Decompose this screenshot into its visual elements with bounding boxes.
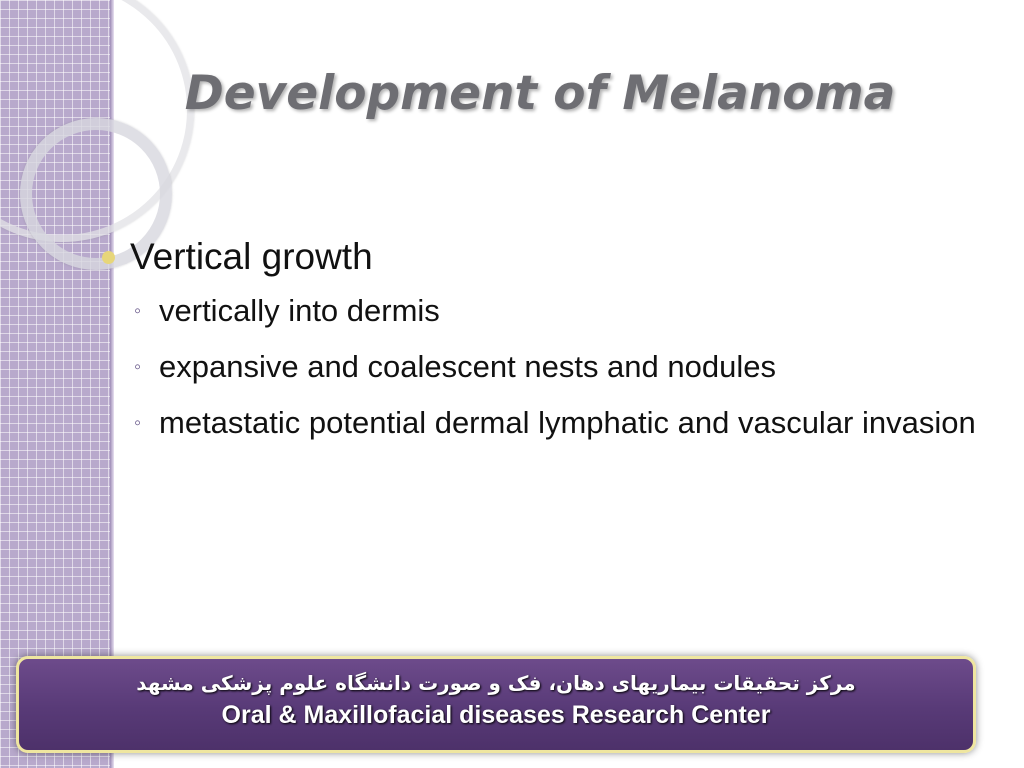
footer-banner [16,656,976,753]
sub-bullet-text: vertically into dermis [159,293,440,328]
sub-bullet-list [100,286,1000,448]
footer-persian-text: مرکز تحقیقات بیماریهای دهان، فک و صورت دانشگاه علوم پزشکی مشهد [136,671,856,695]
sub-bullet-item [100,398,1000,448]
slide-title: Development of Melanoma [184,66,896,121]
sub-bullet-item [100,342,1000,392]
bullet-item-level1 [100,232,1000,282]
filled-circle-bullet-icon [102,251,115,264]
sub-bullet-item [100,286,1000,336]
bullet-text: Vertical growth [130,236,373,277]
sub-bullet-text: metastatic potential dermal lymphatic and vascular invasion [159,405,976,440]
hollow-circle-bullet-icon: ◦ [134,412,142,434]
hollow-circle-bullet-icon: ◦ [134,356,142,378]
footer-english-text: Oral & Maxillofacial diseases Research Center [221,701,771,729]
sub-bullet-text: expansive and coalescent nests and nodules [159,349,776,384]
slide-content [100,232,1000,454]
hollow-circle-bullet-icon: ◦ [134,300,142,322]
